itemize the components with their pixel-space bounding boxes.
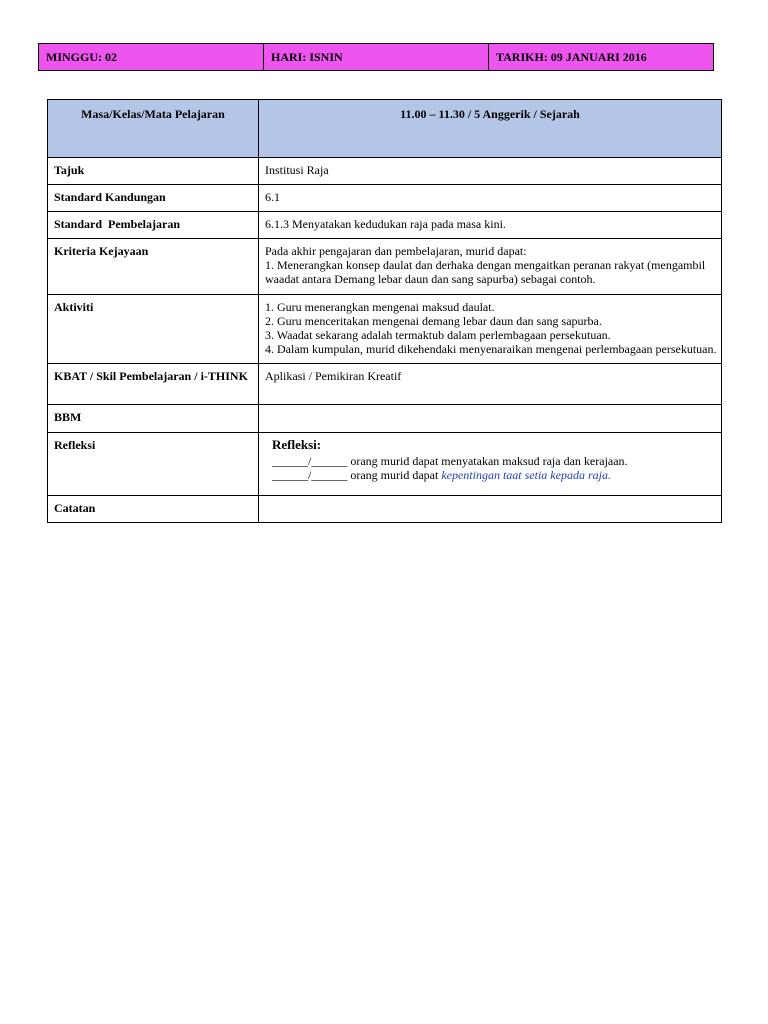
label-catatan: Catatan [48,496,259,523]
value-tajuk: Institusi Raja [259,158,722,185]
aktiviti-item-1: 1. Guru menerangkan mengenai maksud daulat. [265,300,495,314]
head-value: 11.00 – 11.30 / 5 Anggerik / Sejarah [259,100,722,158]
label-standard-pembelajaran: Standard Pembelajaran [48,212,259,239]
header-table [38,43,714,71]
value-standard-pembelajaran: 6.1.3 Menyatakan kedudukan raja pada masa kini. [259,212,722,239]
row-bbm [48,405,722,433]
head-label: Masa/Kelas/Mata Pelajaran [48,100,259,158]
row-refleksi [48,433,722,496]
kriteria-line-2: 1. Menerangkan konsep daulat dan derhaka dengan mengaitkan peranan rakyat (mengambil waadat antara Demang lebar daun dan sang sapurba) sebagai contoh. [265,258,706,286]
label-standard-kandungan: Standard Kandungan [48,185,259,212]
row-catatan [48,496,722,523]
label-kbat: KBAT / Skil Pembelajaran / i-THINK [48,364,259,405]
aktiviti-item-4: 4. Dalam kumpulan, murid dikehendaki menyenaraikan mengenai perlembagaan persekutuan. [265,342,717,356]
refleksi-line-1: ______/______ orang murid dapat menyatakan maksud raja dan kerajaan. [272,454,628,468]
row-aktiviti [48,295,722,364]
refleksi-line-2 [272,468,715,482]
kriteria-line-1: Pada akhir pengajaran dan pembelajaran, murid dapat: [265,244,527,258]
row-kriteria-kejayaan [48,239,722,295]
hari-cell: HARI: ISNIN [264,44,489,71]
label-kriteria-kejayaan: Kriteria Kejayaan [48,239,259,295]
value-kriteria-kejayaan [259,239,722,295]
minggu-cell: MINGGU: 02 [39,44,264,71]
row-tajuk [48,158,722,185]
refleksi-line-2-prefix: ______/______ orang murid dapat [272,468,442,482]
lesson-plan-table [47,99,722,523]
row-kbat [48,364,722,405]
header-row [39,44,714,71]
label-tajuk: Tajuk [48,158,259,185]
tarikh-cell: TARIKH: 09 JANUARI 2016 [489,44,714,71]
aktiviti-item-2: 2. Guru menceritakan mengenai demang lebar daun dan sang sapurba. [265,314,602,328]
label-aktiviti: Aktiviti [48,295,259,364]
row-standard-pembelajaran [48,212,722,239]
label-bbm: BBM [48,405,259,433]
refleksi-line-2-emphasis: kepentingan taat setia kepada raja. [441,468,611,482]
value-refleksi [259,433,722,496]
refleksi-title: Refleksi: [272,437,322,452]
row-standard-kandungan [48,185,722,212]
label-refleksi: Refleksi [48,433,259,496]
head-row [48,100,722,158]
value-catatan [259,496,722,523]
value-aktiviti [259,295,722,364]
value-bbm [259,405,722,433]
value-standard-kandungan: 6.1 [259,185,722,212]
value-kbat: Aplikasi / Pemikiran Kreatif [259,364,722,405]
aktiviti-item-3: 3. Waadat sekarang adalah termaktub dalam perlembagaan persekutuan. [265,328,611,342]
